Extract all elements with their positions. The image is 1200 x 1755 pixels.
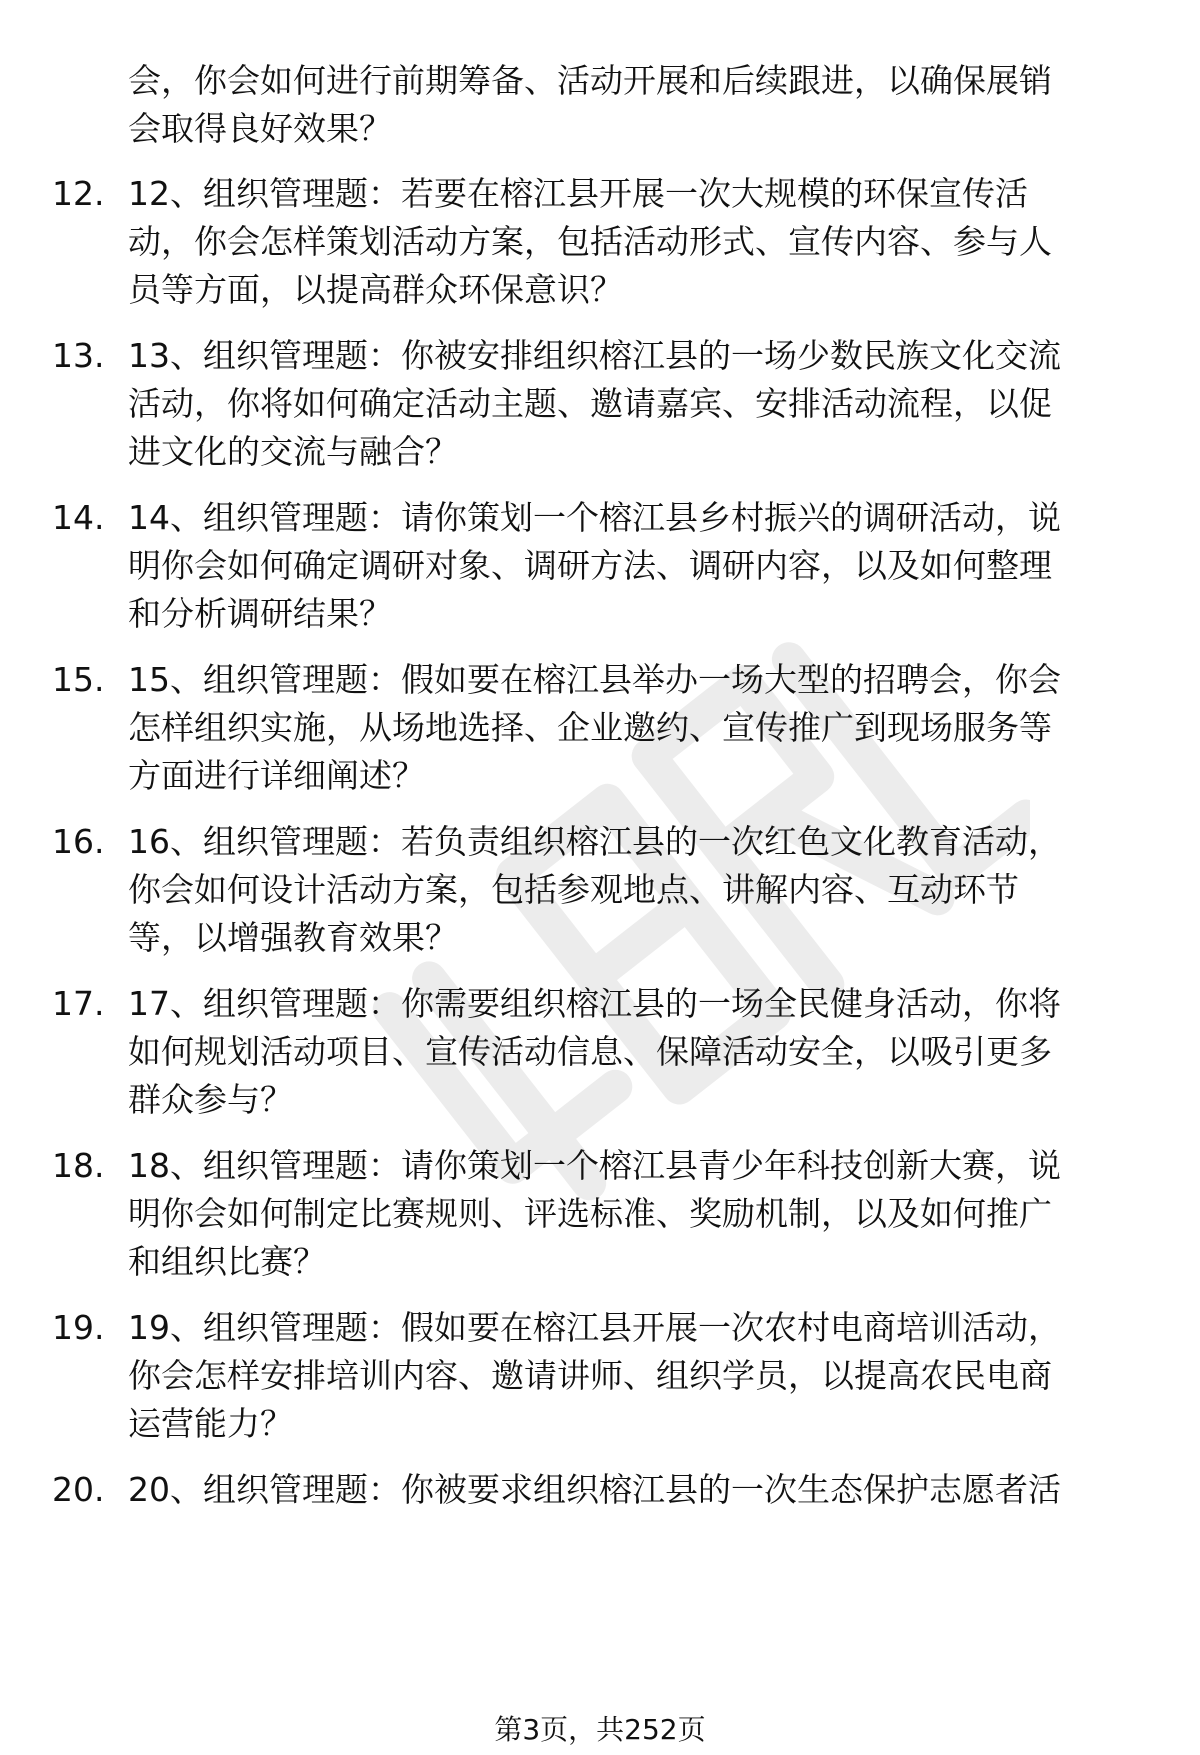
item-text-line: 明你会如何制定比赛规则、评选标准、奖励机制，以及如何推广: [128, 1194, 1052, 1233]
item-number: 13.: [52, 336, 105, 375]
item-text-line: 17、组织管理题：你需要组织榕江县的一场全民健身活动，你将: [128, 984, 1061, 1023]
page-footer: 第3页，共252页: [494, 1713, 706, 1746]
item-text: [128, 1142, 1153, 1286]
item-text: [128, 1466, 1153, 1514]
item-number: 20.: [52, 1470, 105, 1509]
item-text-line: 运营能力？: [128, 1404, 293, 1443]
item-text-line: 和分析调研结果？: [128, 594, 392, 633]
item-text-line: 20、组织管理题：你被要求组织榕江县的一次生态保护志愿者活: [128, 1470, 1061, 1509]
item-text: [128, 980, 1153, 1124]
item-text-line: 15、组织管理题：假如要在榕江县举办一场大型的招聘会，你会: [128, 660, 1061, 699]
item-text-line: 你会如何设计活动方案，包括参观地点、讲解内容、互动环节: [128, 870, 1019, 909]
item-number: 16.: [52, 822, 105, 861]
item-text: [128, 818, 1153, 962]
item-text-line: 等，以增强教育效果？: [128, 918, 458, 957]
item-text-line: 和组织比赛？: [128, 1242, 326, 1281]
item-text: [128, 332, 1153, 476]
item-number: 15.: [52, 660, 105, 699]
item-text: [128, 1304, 1153, 1448]
item-text-line: 14、组织管理题：请你策划一个榕江县乡村振兴的调研活动，说: [128, 498, 1061, 537]
item-text-line: 会取得良好效果？: [128, 109, 392, 148]
item-text-line: 员等方面，以提高群众环保意识？: [128, 270, 623, 309]
item-text: [128, 57, 1153, 153]
item-text-line: 进文化的交流与融合？: [128, 432, 458, 471]
item-number: 19.: [52, 1308, 105, 1347]
item-text-line: 方面进行详细阐述？: [128, 756, 425, 795]
item-text-line: 明你会如何确定调研对象、调研方法、调研内容，以及如何整理: [128, 546, 1052, 585]
item-text-line: 13、组织管理题：你被安排组织榕江县的一场少数民族文化交流: [128, 336, 1061, 375]
item-number: 18.: [52, 1146, 105, 1185]
item-text-line: 活动，你将如何确定活动主题、邀请嘉宾、安排活动流程，以促: [128, 384, 1052, 423]
item-text-line: 会，你会如何进行前期筹备、活动开展和后续跟进，以确保展销: [128, 61, 1052, 100]
item-text: [128, 656, 1153, 800]
item-text: [128, 170, 1153, 314]
item-text-line: 16、组织管理题：若负责组织榕江县的一次红色文化教育活动，: [128, 822, 1061, 861]
item-text-line: 19、组织管理题：假如要在榕江县开展一次农村电商培训活动，: [128, 1308, 1061, 1347]
item-text-line: 动，你会怎样策划活动方案，包括活动形式、宣传内容、参与人: [128, 222, 1052, 261]
item-text-line: 18、组织管理题：请你策划一个榕江县青少年科技创新大赛，说: [128, 1146, 1061, 1185]
item-text-line: 群众参与？: [128, 1080, 293, 1119]
item-text-line: 怎样组织实施，从场地选择、企业邀约、宣传推广到现场服务等: [128, 708, 1052, 747]
item-text-line: 12、组织管理题：若要在榕江县开展一次大规模的环保宣传活: [128, 174, 1028, 213]
item-number: 17.: [52, 984, 105, 1023]
item-number: 12.: [52, 174, 105, 213]
item-text: [128, 494, 1153, 638]
item-number: 14.: [52, 498, 105, 537]
item-text-line: 如何规划活动项目、宣传活动信息、保障活动安全，以吸引更多: [128, 1032, 1052, 1071]
item-text-line: 你会怎样安排培训内容、邀请讲师、组织学员，以提高农民电商: [128, 1356, 1052, 1395]
